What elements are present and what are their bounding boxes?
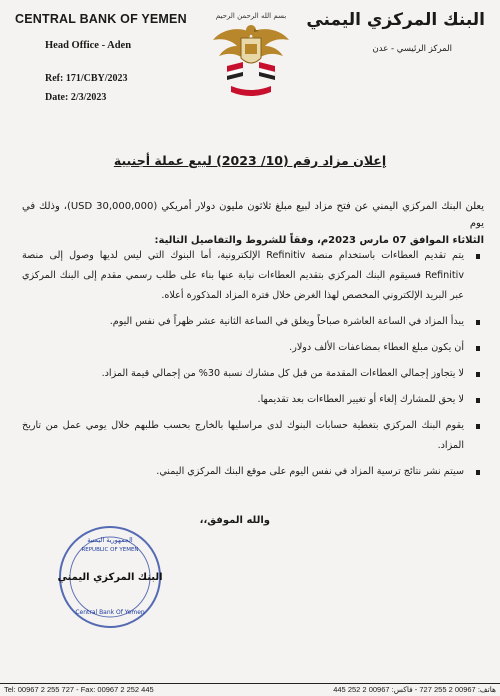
- footer-contact-english: Tel: 00967 2 255 727 - Fax: 00967 2 252 445: [4, 685, 154, 694]
- term-item: سيتم نشر نتائج ترسية المزاد في نفس اليوم على موقع البنك المركزي اليمني.: [22, 462, 484, 482]
- notice-intro: [22, 198, 484, 249]
- stamp-en-bottom: Central Bank Of Yemen: [75, 609, 145, 616]
- basmala-calligraphy: بسم الله الرحمن الرحيم: [215, 12, 287, 20]
- footer-contact-arabic: هاتف: 00967 2 255 727 - فاكس: 00967 2 252 445: [333, 685, 496, 694]
- yemen-emblem-icon: [207, 6, 295, 102]
- arabic-office: المركز الرئيسي - عدن: [372, 44, 452, 54]
- footer-divider: [0, 683, 500, 684]
- arabic-bank-name: البنك المركزي اليمني: [306, 10, 485, 30]
- english-office: Head Office - Aden: [45, 40, 132, 51]
- stamp-en-top: REPUBLIC OF YEMEN: [81, 547, 139, 553]
- term-item: يبدأ المزاد في الساعة العاشرة صباحاً ويغلق في الساعة الثانية عشر ظهراً في نفس اليوم.: [22, 312, 484, 332]
- term-item: لا يحق للمشارك إلغاء أو تغيير العطاءات بعد تقديمها.: [22, 390, 484, 410]
- term-item: يتم تقديم العطاءات باستخدام منصة Refinitiv الإلكترونية، أما البنوك التي ليس لديها وصول إلى منصة Refinitiv فسيقوم البنك المركزي بتقديم العطاءات نيابة عنها بناء على طلب رسمي مقدم إلى البنك المركزي عبر البريد الإلكتروني المخصص لهذا الغرض خلال فترة المزاد المذكورة أعلاه.: [22, 246, 484, 306]
- english-bank-name: CENTRAL BANK OF YEMEN: [15, 12, 187, 26]
- document-date: Date: 2/3/2023: [45, 92, 107, 103]
- notice-title: إعلان مزاد رقم (10/ 2023) لبيع عملة أجنبية: [113, 153, 387, 168]
- stamp-center-text: البنك المركزي اليمني: [57, 572, 163, 583]
- stamp-top-text: الجمهورية اليمنية: [87, 536, 133, 544]
- closing-line: والله الموفق،،: [199, 515, 270, 526]
- term-item: يقوم البنك المركزي بتغطية حسابات البنوك لدى مراسليها بالخارج بحسب طلبهم خلال يومي عمل من تاريخ المزاد.: [22, 416, 484, 456]
- term-item: لا يتجاوز إجمالي العطاءات المقدمة من قبل كل مشارك نسبة 30% من إجمالي قيمة المزاد.: [22, 364, 484, 384]
- terms-list: [22, 246, 484, 488]
- reference-number: Ref: 171/CBY/2023: [45, 73, 128, 84]
- official-stamp-icon: [55, 522, 165, 632]
- intro-line-1: يعلن البنك المركزي اليمني عن فتح مزاد لبيع مبلغ ثلاثون مليون دولار أمريكي (USD 30,000,000)، وذلك في يوم: [22, 201, 484, 229]
- term-item: أن يكون مبلغ العطاء بمضاعفات الألف دولار.: [22, 338, 484, 358]
- intro-line-2: الثلاثاء الموافق 07 مارس 2023م، وفقاً للشروط والتفاصيل التالية:: [154, 235, 484, 246]
